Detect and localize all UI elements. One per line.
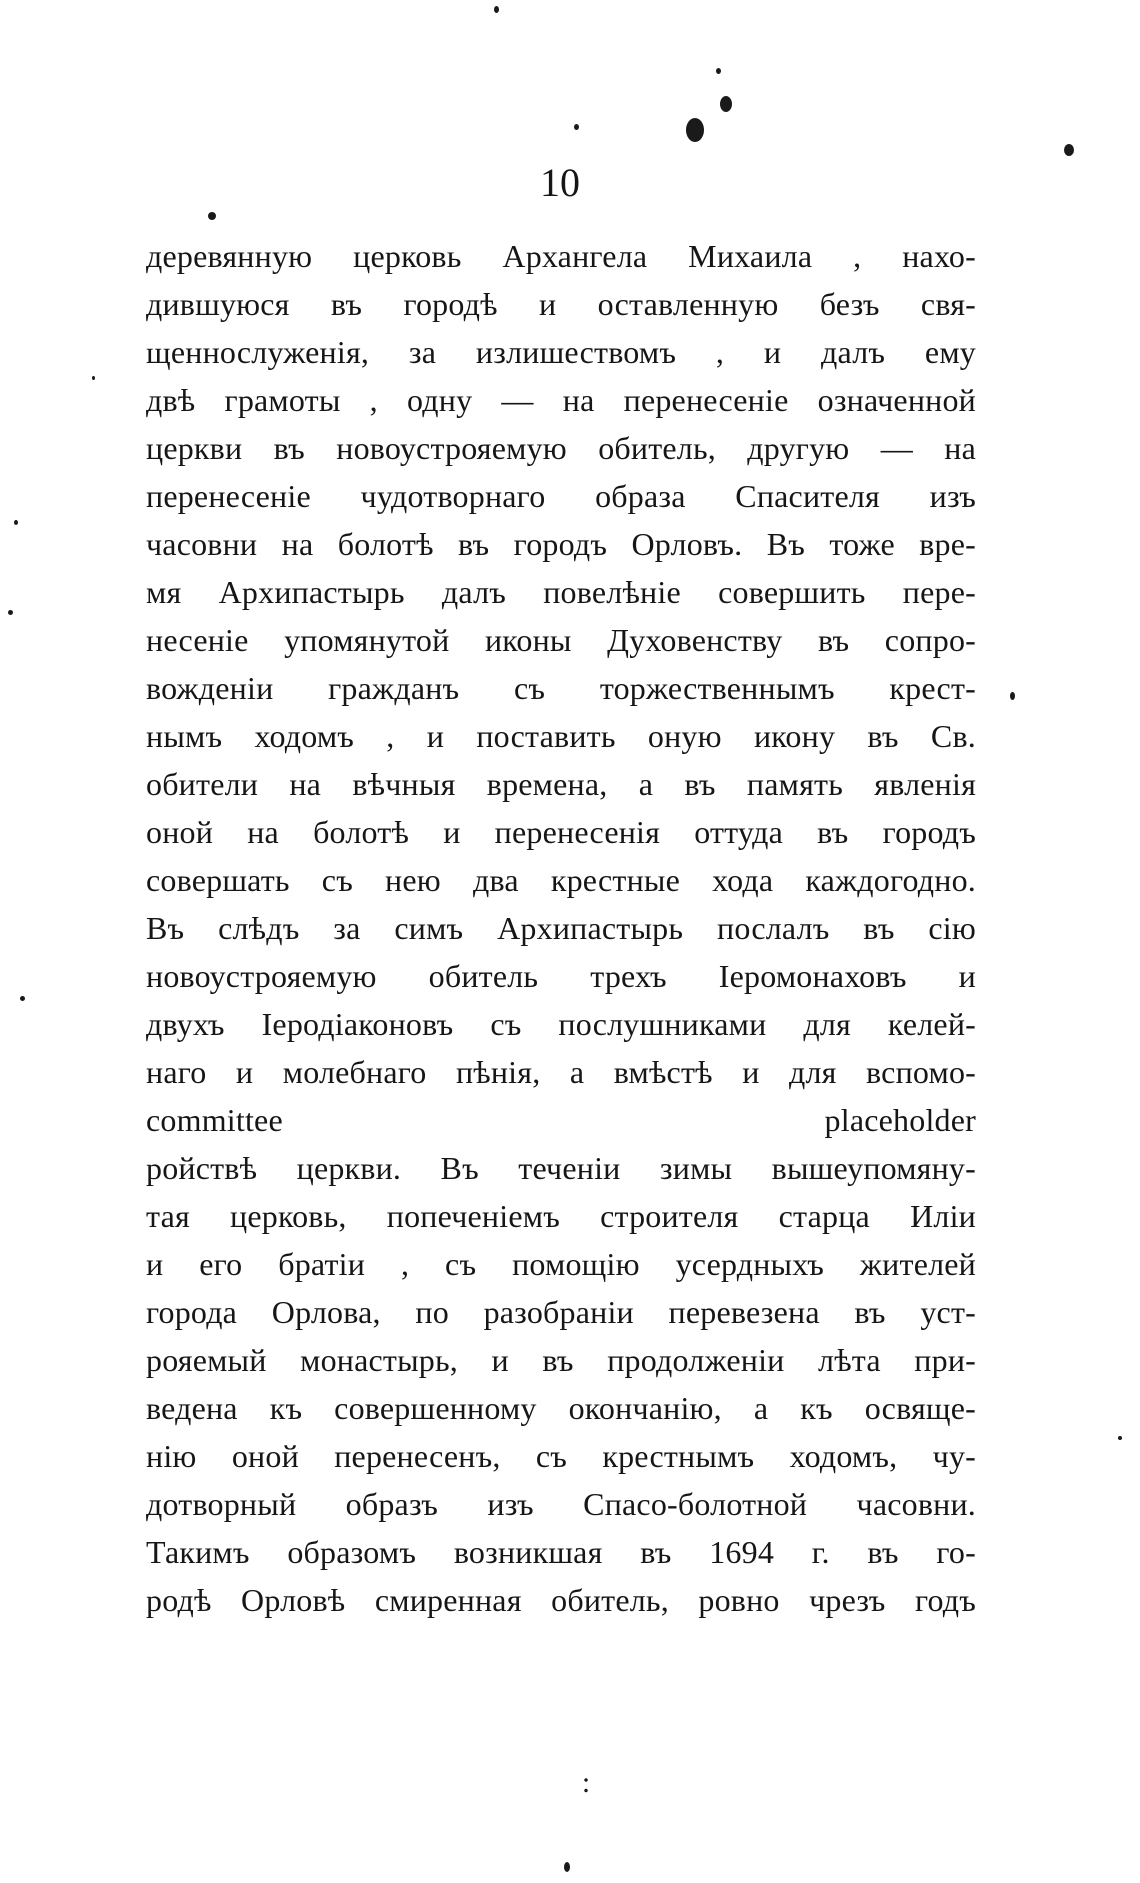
text-line: деревянную церковь Архангела Михаила , нахо- bbox=[146, 238, 976, 274]
text-line: совершать съ нею два крестные хода каждогодно. bbox=[146, 862, 976, 898]
scan-speck bbox=[208, 212, 216, 220]
scan-speck bbox=[686, 118, 704, 142]
text-line: Въ слѣдъ за симъ Архипастырь послалъ въ сію bbox=[146, 910, 976, 946]
page-number: 10 bbox=[540, 160, 580, 205]
scan-speck bbox=[92, 376, 95, 380]
text-line: вожденіи гражданъ съ торжественнымъ крест- bbox=[146, 670, 976, 706]
scan-speck bbox=[14, 520, 18, 525]
text-line: несеніе упомянутой иконы Духовенству въ сопро- bbox=[146, 622, 976, 658]
scan-speck bbox=[564, 1862, 570, 1872]
text-line: оной на болотѣ и перенесенія оттуда въ городъ bbox=[146, 814, 976, 850]
text-line: родѣ Орловѣ смиренная обитель, ровно чрезъ годъ bbox=[146, 1582, 976, 1618]
text-line: церкви въ новоустрояемую обитель, другую — на bbox=[146, 430, 976, 466]
text-line: двухъ Іеродіаконовъ съ послушниками для келей- bbox=[146, 1006, 976, 1042]
text-line: нымъ ходомъ , и поставить оную икону въ Св. bbox=[146, 718, 976, 754]
text-line: и его братіи , съ помощію усердныхъ жителей bbox=[146, 1246, 976, 1282]
text-line: дившуюся въ городѣ и оставленную безъ свя- bbox=[146, 286, 976, 322]
scan-speck bbox=[1010, 692, 1015, 700]
text-line: перенесеніе чудотворнаго образа Спасителя изъ bbox=[146, 478, 976, 514]
scan-speck bbox=[8, 610, 13, 615]
text-line: часовни на болотѣ въ городъ Орловъ. Въ тоже вре- bbox=[146, 526, 976, 562]
text-line: нію оной перенесенъ, съ крестнымъ ходомъ, чу- bbox=[146, 1438, 976, 1474]
text-line: щеннослуженія, за излишествомъ , и далъ ему bbox=[146, 334, 976, 370]
scan-speck bbox=[1118, 1436, 1122, 1440]
text-line: новоустрояемую обитель трехъ Іеромонаховъ и bbox=[146, 958, 976, 994]
text-line: тая церковь, попеченіемъ строителя старца Иліи bbox=[146, 1198, 976, 1234]
text-line: двѣ грамоты , одну — на перенесеніе означенной bbox=[146, 382, 976, 418]
text-line: дотворный образъ изъ Спасо-болотной часовни. bbox=[146, 1486, 976, 1522]
text-line: ведена къ совершенному окончанію, а къ освяще- bbox=[146, 1390, 976, 1426]
text-line: мя Архипастырь далъ повелѣніе совершить пере- bbox=[146, 574, 976, 610]
body-text bbox=[146, 232, 976, 1624]
scan-speck bbox=[574, 124, 579, 130]
scan-speck bbox=[716, 68, 721, 74]
scan-speck bbox=[494, 6, 499, 13]
text-line: committee placeholder bbox=[146, 1102, 976, 1138]
text-line: Такимъ образомъ возникшая въ 1694 г. въ го- bbox=[146, 1534, 976, 1570]
text-line: рояемый монастырь, и въ продолженіи лѣта при- bbox=[146, 1342, 976, 1378]
scan-speck bbox=[720, 96, 732, 112]
scan-speck bbox=[1064, 144, 1074, 156]
text-line: города Орлова, по разобраніи перевезена въ уст- bbox=[146, 1294, 976, 1330]
scan-speck bbox=[20, 996, 25, 1001]
text-line: наго и молебнаго пѣнія, а вмѣстѣ и для вспомо- bbox=[146, 1054, 976, 1090]
text-line: ройствѣ церкви. Въ теченіи зимы вышеупомяну- bbox=[146, 1150, 976, 1186]
text-line: обители на вѣчныя времена, а въ память явленія bbox=[146, 766, 976, 802]
footer-mark: : bbox=[581, 1766, 591, 1799]
